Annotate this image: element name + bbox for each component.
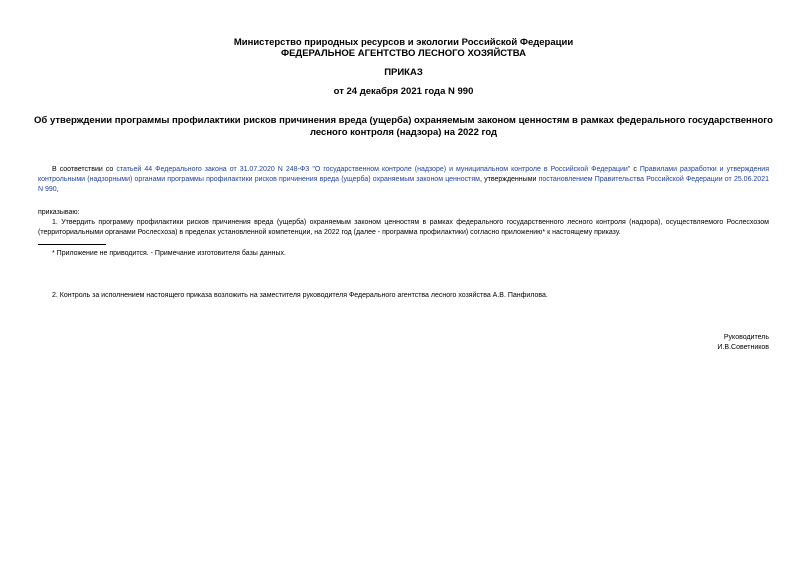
resolution-link[interactable]: постановлением Правительства Российской Федерации от 25.06.2021 N 990 bbox=[38, 176, 769, 193]
document-title: Об утверждении программы профилактики рисков причинения вреда (ущерба) охраняемым законом ценностям в рамках федерального государственного лесного контроля (надзора) на 2022 год bbox=[34, 115, 773, 138]
basis-paragraph bbox=[38, 165, 769, 195]
basis-text-1: В соответствии со bbox=[52, 166, 117, 173]
basis-text-4: , bbox=[56, 186, 59, 193]
ministry-name: Министерство природных ресурсов и экологии Российской Федерации bbox=[233, 37, 574, 48]
signature-name: И.В.Советников bbox=[717, 344, 769, 351]
basis-text-2: с bbox=[630, 166, 640, 173]
agency-name: ФЕДЕРАЛЬНОЕ АГЕНТСТВО ЛЕСНОГО ХОЗЯЙСТВА bbox=[280, 48, 526, 59]
rules-link[interactable]: Правилами разработки и утверждения контрольными (надзорными) органами программы профилактики рисков причинения вреда (ущерба) охраняемым законом ценностям bbox=[38, 166, 769, 183]
footnote-text: * Приложение не приводится. - Примечание изготовителя базы данных. bbox=[52, 250, 286, 257]
order-label: приказываю: bbox=[38, 209, 80, 216]
basis-text-3: , утвержденными bbox=[479, 176, 539, 183]
signature-position: Руководитель bbox=[723, 334, 769, 341]
document-type: ПРИКАЗ bbox=[384, 67, 423, 78]
law-link[interactable]: статьей 44 Федерального закона от 31.07.2020 N 248-ФЗ "О государственном контроле (надзоре) и муниципальном контроле в Российской Федерации" bbox=[116, 166, 631, 173]
order-item-2: 2. Контроль за исполнением настоящего приказа возложить на заместителя руководителя Федерального агентства лесного хозяйства А.В. Панфилова. bbox=[52, 292, 548, 299]
footnote-divider bbox=[38, 244, 106, 245]
document-date-number: от 24 декабря 2021 года N 990 bbox=[333, 86, 474, 97]
order-item-1: 1. Утвердить программу профилактики рисков причинения вреда (ущерба) охраняемым законом ценностям в рамках федерального государственного лесного контроля (надзора), осуществляемого Рослесхозом (территориальными органами Рослесхоза) в пределах установленной компетенции, на 2022 год (далее - программа профилактики) согласно приложению* к настоящему приказу. bbox=[38, 219, 769, 236]
